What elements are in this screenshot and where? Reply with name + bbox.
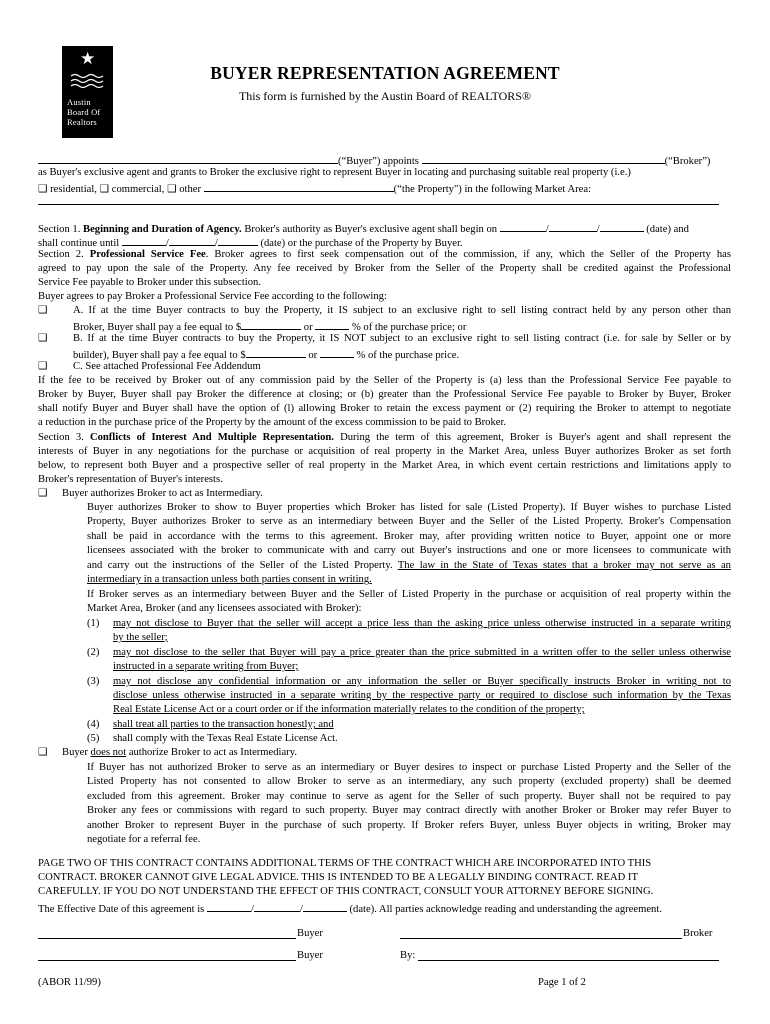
section-2-fee-line-2: Broker by Buyer, Buyer shall pay Broker the difference at closing; or (b) greater than the Professional Service Fee payable to Broker by Buyer, Broker (38, 389, 731, 400)
notice-line-3: CAREFULLY. IF YOU DO NOT UNDERSTAND THE EFFECT OF THIS CONTRACT, CONSULT YOUR ATTORNEY BEFORE SIGNING. (38, 886, 654, 897)
intermediary-text-5b: The law in the State of Texas states that a broker may not serve as an (397, 560, 731, 571)
logo-line-2: Board Of (67, 107, 101, 117)
no-intermediary-line-6: negotiate for a referral fee. (87, 834, 201, 845)
no-intermediary-line-2: Listed Property has not consented to allow Broker to serve as an intermediary, any such property (excluded property) shall be deemed (87, 776, 731, 787)
option-c-checkbox[interactable]: ❑ (38, 361, 48, 372)
logo-line-3: Realtors (67, 117, 97, 127)
no-intermediary-line-1: If Buyer has not authorized Broker to serve as an intermediary or Buyer desires to inspect or purchase Listed Property and the Seller of the (87, 762, 731, 773)
end-day-field[interactable] (169, 234, 215, 246)
effective-date-line: The Effective Date of this agreement is / / (date). All parties acknowledge reading and understanding the agreement. (38, 900, 731, 917)
by-signature-field[interactable] (418, 960, 719, 961)
effective-date-text-b: (date). All parties acknowledge reading and understanding the agreement. (349, 904, 662, 915)
section-1-text-b: shall continue until (38, 238, 120, 249)
intermediary-para-line-1: Buyer authorizes Broker to show to Buyer properties which Broker has listed for sale (Listed Property). If Buyer wishes to purchase Listed (87, 502, 731, 513)
option-a-or: or (303, 322, 313, 333)
effective-date-text-a: The Effective Date of this agreement is (38, 904, 205, 915)
section-2-text-1: . Broker agrees to first seek compensation out of the commission, if any, which the Seller of the Property has (205, 249, 731, 260)
option-a-text-c: % of the purchase price; or (351, 322, 467, 333)
commercial-label: commercial, (111, 184, 165, 195)
section-1-date-label: (date) and (646, 224, 689, 235)
form-id: (ABOR 11/99) (38, 977, 101, 988)
intermediary-para-line-8: Market Area, Broker (and any licensees associated with Broker): (87, 603, 362, 614)
item-3-line-3: Real Estate License Act or a court order or if the information materially relates to the condition of the property; (113, 704, 585, 715)
property-text: (“the Property") in the following Market Area: (393, 184, 591, 195)
option-a-percent-field[interactable] (315, 318, 349, 330)
option-a-amount-field[interactable] (241, 318, 301, 330)
begin-month-field[interactable] (500, 220, 546, 232)
buyer-name-field[interactable] (38, 152, 338, 164)
intermediary-yes-checkbox[interactable]: ❑ (38, 488, 48, 499)
section-1-text-a: Broker's authority as Buyer's exclusive agent shall begin on (244, 224, 498, 235)
star-icon: ★ (80, 49, 96, 68)
buyer-2-signature-field[interactable] (38, 960, 296, 961)
notice-line-1: PAGE TWO OF THIS CONTRACT CONTAINS ADDITIONAL TERMS OF THE CONTRACT WHICH ARE INCORPORATED INTO THIS (38, 858, 652, 869)
section-2-fee-line-4: a reduction in the purchase price of the Property by the amount of the excess commission to be paid to Broker. (38, 417, 507, 428)
section-2-line-4: Buyer agrees to pay Broker a Professional Service Fee according to the following: (38, 291, 387, 302)
notice-line-2: CONTRACT. BROKER CANNOT GIVE LEGAL ADVICE. THIS IS INTENDED TO BE A LEGALLY BINDING CONTRACT. READ IT (38, 872, 638, 883)
option-b-text-c: % of the purchase price. (356, 350, 460, 361)
intermediary-no-text-a: Buyer (62, 747, 88, 758)
option-a-text-a: Broker, Buyer shall pay a fee equal to $ (73, 322, 242, 333)
residential-label: residential, (50, 184, 97, 195)
option-a-line-1: A. If at the time Buyer contracts to buy the Property, it IS subject to an exclusive right to sell listing contract held by any person other than (73, 305, 731, 316)
intermediary-para-line-7: If Broker serves as an intermediary between Buyer and the Seller of Listed Property in the purchase or acquisition of real property within the (87, 589, 731, 600)
section-2-line-2: agreed to pay upon the sale of the Property. Any fee received by Broker from the Seller of the Property shall be credited against the Professional (38, 263, 731, 274)
intermediary-para-line-4: licensees associated with the broker to communicate with and carry out Buyer's instructions and one or more licensees to communicate with (87, 545, 731, 556)
other-checkbox[interactable]: ❑ (167, 184, 177, 195)
section-3-line-4: Broker's representation of Buyer's interests. (38, 474, 223, 485)
item-1-line-2: by the seller; (113, 632, 168, 643)
item-2-line-2: instructed in a separate writing from Buyer; (113, 661, 299, 672)
option-c-line: C. See attached Professional Fee Addendum (73, 361, 261, 372)
intermediary-no-label (62, 746, 722, 760)
broker-label: Broker (683, 928, 713, 939)
option-b-amount-field[interactable] (246, 346, 306, 358)
intermediary-no-text-c: authorize Broker to act as Intermediary. (128, 747, 297, 758)
item-2-number: (2) (87, 647, 100, 658)
buyer-appoints-text: (“Buyer”) appoints (338, 156, 419, 167)
intro-line-2: as Buyer's exclusive agent and grants to Broker the exclusive right to represent Buyer in locating and purchasing suitable real property (i.e.) (38, 167, 631, 178)
option-b-text-a: builder), Buyer shall pay a fee equal to $ (73, 350, 246, 361)
option-b-line-1: B. If at the time Buyer contracts to buy the Property, it IS NOT subject to an exclusive right to sell listing contract (i.e. for sale by Seller or by (73, 333, 731, 344)
buyer-2-label: Buyer (297, 950, 323, 961)
by-label: By: (400, 950, 416, 961)
option-a-checkbox[interactable]: ❑ (38, 305, 48, 316)
section-3-text-1: During the term of this agreement, Broker is Buyer's agent and shall represent the (340, 432, 732, 443)
other-label: other (179, 184, 201, 195)
no-intermediary-line-3: excluded from this agreement. Broker may continue to serve as agent for the Seller of such property. Buyer shall not be required to pay (87, 791, 731, 802)
option-b-percent-field[interactable] (320, 346, 354, 358)
section-3-line-1 (38, 431, 731, 445)
intermediary-yes-label: Buyer authorizes Broker to act as Intermediary. (62, 488, 263, 499)
intermediary-para-line-2: Property, Buyer authorizes Broker to serve as an intermediary between Buyer and the Seller of the Listed Property. Broker's Compensation (87, 516, 731, 527)
section-1-line-2: shall continue until / / (date) or the purchase of the Property by Buyer. (38, 234, 731, 251)
section-2-heading: Professional Service Fee (89, 249, 206, 260)
commercial-checkbox[interactable]: ❑ (99, 184, 110, 195)
item-1-number: (1) (87, 618, 100, 629)
item-4-line-1: shall treat all parties to the transaction honestly; and (113, 719, 334, 730)
section-2-line-1 (38, 248, 731, 262)
intro-line-3 (38, 180, 731, 197)
section-1-heading: Beginning and Duration of Agency. (83, 224, 242, 235)
begin-day-field[interactable] (549, 220, 597, 232)
section-2-fee-line-3: shall notify Buyer and Buyer shall have the option of (l) allowing Broker to retain the excess payment or (2) requiring the Broker to attempt to negotiate (38, 403, 731, 414)
section-1-line-1: Section 1. Beginning and Duration of Agency. Broker's authority as Buyer's exclusive agent shall begin on / / (date) and (38, 220, 731, 237)
item-3-line-2: disclose unless otherwise instructed in a separate writing by the respective party or required to disclose such information by the Texas (113, 690, 731, 701)
intermediary-para-line-6: intermediary in a transaction unless both parties consent in writing. (87, 574, 372, 585)
intermediary-no-text-b: does not (90, 747, 127, 758)
item-3-number: (3) (87, 676, 100, 687)
section-2-fee-line-1: If the fee to be received by Broker out of any commission paid by the Seller of the Property is (a) less than the Professional Service Fee payable to (38, 375, 731, 386)
item-4-number: (4) (87, 719, 100, 730)
effective-year-field[interactable] (303, 900, 347, 912)
market-area-field[interactable] (38, 204, 719, 205)
section-3-heading: Conflicts of Interest And Multiple Representation. (89, 432, 334, 443)
option-b-checkbox[interactable]: ❑ (38, 333, 48, 344)
section-1-prefix: Section 1. (38, 224, 81, 235)
section-3-line-3: below, to represent both Buyer and a prospective seller of real property in the Market Area, in which event certain restrictions and limitations apply to (38, 460, 731, 471)
no-intermediary-line-5: another Broker to represent Buyer in the purchase of such property. If Broker refers Buyer, unless Buyer objects in writing, Broker may (87, 820, 731, 831)
effective-day-field[interactable] (254, 900, 300, 912)
begin-year-field[interactable] (600, 220, 644, 232)
intermediary-para-line-3: shall be paid in accordance with the terms to this agreement. Broker may, after providing written notice to Buyer, appoint one or more (87, 531, 731, 542)
page-number: Page 1 of 2 (538, 977, 586, 988)
buyer-1-label: Buyer (297, 928, 323, 939)
no-intermediary-line-4: Broker any fees or commissions with regard to such property. Buyer may contract directly with another Broker or Broker may refer Buyer to (87, 805, 731, 816)
document-title: BUYER REPRESENTATION AGREEMENT (210, 63, 560, 83)
item-1-line-1: may not disclose to Buyer that the seller will accept a price less than the asking price unless otherwise instructed in a separate writing (113, 618, 731, 629)
document-subtitle: This form is furnished by the Austin Board of REALTORS® (238, 89, 532, 103)
intermediary-para-line-5 (87, 559, 731, 573)
section-1-text-c: (date) or the purchase of the Property by Buyer. (260, 238, 463, 249)
section-3-prefix: Section 3. (38, 432, 84, 443)
intermediary-no-checkbox[interactable]: ❑ (38, 747, 48, 758)
section-2-line-3: Service Fee payable to Broker under this subsection. (38, 277, 261, 288)
item-2-line-1: may not disclose to the seller that Buyer will pay a price greater than the price submitted in a written offer to the seller unless otherwise (113, 647, 731, 658)
other-property-field[interactable] (204, 180, 394, 192)
option-b-or: or (308, 350, 318, 361)
end-month-field[interactable] (122, 234, 166, 246)
broker-name-field[interactable] (422, 152, 665, 164)
broker-signature-field[interactable] (400, 938, 682, 939)
item-5-number: (5) (87, 733, 100, 744)
end-year-field[interactable] (218, 234, 258, 246)
buyer-1-signature-field[interactable] (38, 938, 296, 939)
residential-checkbox[interactable]: ❑ (38, 184, 48, 195)
effective-month-field[interactable] (207, 900, 251, 912)
logo-line-1: Austin (67, 97, 91, 107)
item-3-line-1: may not disclose any confidential information or any information the seller or Buyer specifically instructs Broker in writing not to (113, 676, 731, 687)
intermediary-text-5a: and carry out the instructions of the Seller of the Listed Property. (87, 560, 393, 571)
item-5-line-1: shall comply with the Texas Real Estate License Act. (113, 733, 338, 744)
section-2-prefix: Section 2. (38, 249, 84, 260)
broker-text: (“Broker”) (664, 156, 711, 167)
section-3-line-2: interests of Buyer in any negotiations for the purchase or acquisition of real property in the Market Area, unless Buyer authorizes Broker as set forth (38, 446, 731, 457)
